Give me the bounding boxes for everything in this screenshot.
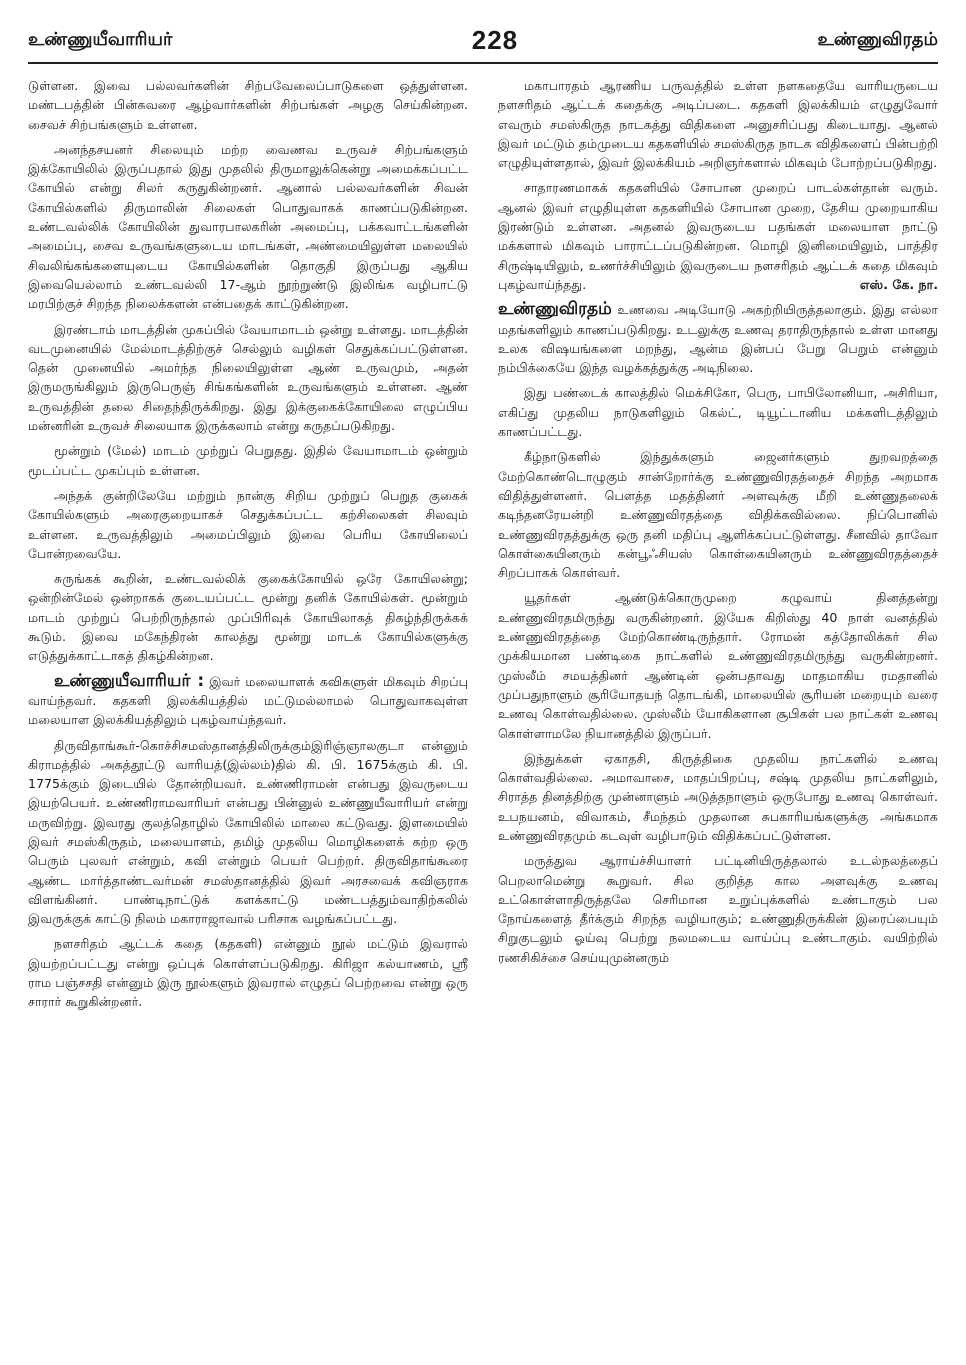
paragraph-with-signature — [498, 178, 938, 294]
left-column — [28, 76, 468, 1351]
two-column-body — [28, 76, 938, 1351]
paragraph: மருத்துவ ஆராய்ச்சியாளர் பட்டினியிருத்தலால் உடல்நலத்தைப் பெறலாமென்று கூறுவர். சில குறித்த கால அளவுக்கு உணவு உட்கொள்ளாதிருத்தலே செரிமான உறுப்புக்களில் உண்டாகும் பல நோய்களைத் தீர்க்கும் சிறந்த வழியாகும்; உண்ணுதிருக்கின் இரைப்பையும் சிறுகுடலும் ஓய்வு பெற்று நலமடைய வாய்ப்பு உண்டாகும். வயிற்றில் ரணசிகிச்சை செய்யுமுன்னரும் — [498, 853, 938, 965]
paragraph: மூன்றும் (மேல்) மாடம் முற்றுப் பெறுதது. இதில் வேயாமாடம் ஒன்றும் மூடப்பட்ட முகப்பும் உள்ளன. — [28, 443, 468, 478]
page-header — [28, 22, 938, 58]
entry-title: உண்ணுயீவாரியர் : — [54, 670, 205, 691]
paragraph-text: சாதாரணமாகக் கதகளியில் சோபான முறைப் பாடல்கள்தான் வரும். ஆனல் இவர் எழுதியுள்ள கதகளியில் சோபான முறை, தேசிய முறையாகிய இரண்டும் உள்ளன. அதனல் இவருடைய பதங்கள் மலையாள நாட்டு மக்களால் மிகவும் பாராட்டப்படுகின்றன. மொழி இனிமையிலும், பாத்திர சிருஷ்டியிலும், உணர்ச்சியிலும் இவருடைய நளசரிதம் ஆட்டக் கதை மிகவும் புகழ்வாய்ந்தது. — [498, 180, 938, 292]
entry-text: உணவை அடியோடு அகற்றியிருத்தலாகும். இது எல்லா மதங்களிலும் காணப்படுகிறது. உடலுக்கு உணவு தராதிருந்தால் உள்ள மானது உலக விஷயங்களை மறந்து, ஆன்ம இன்பப் பேறு பெறும் என்னும் நம்பிக்கையே இந்த வழக்கத்துக்கு அடிநிலை. — [498, 302, 938, 376]
paragraph: இது பண்டைக் காலத்தில் மெக்சிகோ, பெரு, பாபிலோனியா, அசிரியா, எகிப்து முதலிய நாடுகளிலும் கெல்ட், டியூட்டானிய மக்களிடத்திலும் காணப்பட்டது. — [498, 385, 938, 440]
paragraph: டுள்ளன. இவை பல்லவர்களின் சிற்பவேலைப்பாடுகளை ஒத்துள்ளன. மண்டபத்தின் பின்சுவரை ஆழ்வார்களின் சிற்பங்கள் அழகு செய்கின்றன. சைவச் சிற்பங்களும் உள்ளன. — [28, 78, 468, 132]
running-head-right: உண்ணுவிரதம் — [817, 28, 938, 50]
entry-paragraph — [28, 672, 468, 730]
running-head-left: உண்ணுயீவாரியர் — [28, 28, 173, 50]
paragraph: அனந்தசயனர் சிலையும் மற்ற வைணவ உருவச் சிற்பங்களும் இக்கோயிலில் இருப்பதால் இது முதலில் திருமாலுக்கென்று அமைக்கப்பட்ட கோயில் என்று சிலர் கருதுகின்றனர். ஆனால் பல்லவர்களின் சிவன் கோயில்களில் திருமாலின் சிலைகள் பொதுவாகக் காணப்படுகின்றன. உண்டவல்லிக் கோயிலின் துவாரபாலகரின் அமைப்பு, பக்கவாட்டங்களின் அமைப்பு, சைவ உருவங்களுடைய மாடங்கள், அண்மையிலுள்ள மலையில் சிவலிங்கங்களையுடைய கோயில்களின் தொகுதி இருப்பது ஆகிய இவையெல்லாம் உண்டவல்லி 17-ஆம் நூற்றுண்டு இலிங்க வழிபாட்டு மரபிற்குச் சிறந்த நிலைக்களன் என்பதைக் காட்டுகின்றன. — [28, 141, 468, 312]
header-rule — [28, 62, 938, 64]
paragraph: சுருங்கக் கூறின், உண்டவல்லிக் குகைக்கோயில் ஒரே கோயிலன்று; ஒன்றின்மேல் ஒன்றாகக் குடையப்பட்ட மூன்று தனிக் கோயில்கள். மூன்றும் மாடம் முற்றுப் பெற்றிருந்தால் முப்பிரிவுக் கோயிலாகத் திகழ்ந்திருக்கக் கூடும். இவை மகேந்திரன் காலத்து மூன்று மாடக் கோயில்களுக்கு எடுத்துக்காட்டாகத் திகழ்கின்றன. — [28, 571, 468, 664]
author-signature: எஸ். கே. நா. — [859, 276, 938, 292]
paragraph: யூதர்கள் ஆண்டுக்கொருமுறை கழுவாய் தினத்தன்று உண்ணுவிரதமிருந்து வருகின்றனர். இயேசு கிறிஸ்து 40 நாள் வனத்தில் உண்ணுவிரதத்தை மேற்கொண்டிருந்தார். ரோமன் கத்தோலிக்கர் சில முக்கியமான பண்டிகை நாட்களில் உண்ணுவிரதமிருந்து வருகின்றனர். முஸ்லீம் சமயத்தினர் ஆண்டின் ஒன்பதாவது மாதமாகிய ரமதானில் முப்பதுநாளும் சூரியோதயந் தொடங்கி, மாலையில் சூரியன் மறையும் வரை உணவு கொள்வதில்லை. முஸ்லீம் யோகிகளான சூபிகள் பல நாட்கள் உணவு கொள்ளாமலே நியானத்தில் இருப்பர். — [498, 590, 938, 741]
entry-title: உண்ணுவிரதம் — [498, 299, 612, 320]
paragraph: இரண்டாம் மாடத்தின் முகப்பில் வேயாமாடம் ஒன்று உள்ளது. மாடத்தின் வடமுனையில் மேல்மாடத்திற்குச் செல்லும் வழிகள் செதுக்கப்பட்டுள்ளன. தென் முனையில் அமர்ந்த நிலையிலுள்ள ஆண் உருவமும், அதன் இருமருங்கிலும் இருபெருஞ் சிங்கங்களின் உருவங்களும் உள்ளன. ஆண் உருவத்தின் தலை சிதைந்திருக்கிறது. இது இக்குகைக்கோயிலை எழுப்பிய மன்னரின் உருவச் சிலையாக இருக்கலாம் என்று கருதப்படுகிறது. — [28, 321, 468, 434]
right-column — [498, 76, 938, 1351]
paragraph: இந்துக்கள் ஏகாதசி, கிருத்திகை முதலிய நாட்களில் உணவு கொள்வதில்லை. அமாவாசை, மாதப்பிறப்பு, சஷ்டி முதலிய நாட்களிலும், சிராத்த தினத்திற்கு முன்னாளும் அடுத்தநாளும் ஒருபோது உணவு கொள்வர். உபநயனம், விவாகம், சீமந்தம் முதலான சுபகாரியங்களுக்கு அங்கமாக உண்ணுவிரதமும் கடவுள் வழிபாடும் விதிக்கப்பட்டுள்ளன. — [498, 750, 938, 843]
entry-text: இவர் மலையாளக் கவிகளுள் மிகவும் சிறப்பு வாய்ந்தவர். கதகளி இலக்கியத்தில் மட்டுமல்லாமல் பொதுவாகவுள்ள மலையாள இலக்கியத்திலும் புகழ்வாய்ந்தவர். — [28, 673, 468, 728]
paragraph: அந்தக் குன்றிலேயே மற்றும் நான்கு சிறிய முற்றுப் பெறுத குகைக் கோயில்களும் அரைகுறையாகச் செதுக்கப்பட்ட கற்சிலைகள் சிலவும் உள்ளன. உருவத்திலும் அமைப்பிலும் இவை பெரிய கோயிலைப் போன்றவையே. — [28, 487, 468, 561]
paragraph: மகாபாரதம் ஆரணிய பருவத்தில் உள்ள நளகதையே வாரியருடைய நளசரிதம் ஆட்டக் கதைக்கு அடிப்படை. கதகளி இலக்கியம் எழுதுவோர் எவரும் சமஸ்கிருத நாடகத்து விதிகளை அனுசரிப்பது கிடையாது. ஆனல் இவர் மட்டும் தம்முடைய கதகளியில் சமஸ்கிருத நாடக விதிகளைப் பின்பற்றி எழுதியுள்ளதால், இவர் இலக்கியம் அறிஞர்களால் மிகவும் போற்றப்படுகிறது. — [498, 78, 938, 171]
entry-paragraph — [498, 300, 938, 377]
page-number: 228 — [471, 24, 519, 55]
paragraph: நளசரிதம் ஆட்டக் கதை (கதகளி) என்னும் நூல் மட்டும் இவரால் இயற்றப்பட்டது என்று ஒப்புக் கொள்ளப்படுகிறது. கிரிஜா கல்யாணம், ஸ்ரீ ராம பஞ்சசதி என்னும் இரு நூல்களும் இவரால் எழுதப் பெற்றவை என்று ஒரு சாரார் கூறுகின்றனர். — [28, 936, 468, 1010]
paragraph: கீழ்நாடுகளில் இந்துக்களும் ஜைனர்களும் துறவறத்தை மேற்கொண்டொழுகும் சான்றோர்க்கு உண்ணுவிரதத்தைச் சிறந்த அறமாக விதித்துள்ளனர். பௌத்த மதத்தினர் அளவுக்கு மீறி உண்ணுதலைக் கடிந்தனரேயன்றி உண்ணுவிரதத்தை விதிக்கவில்லை. நிப்பொனில் உண்ணுவிரதத்துக்கு ஒரு தனி மதிப்பு ஆளிக்கப்பட்டுள்ளது. சீனவில் தாவோ கொள்கையினரும் கன்பூஃசியஸ் கொள்கையினரும் உண்ணுவிரதத்தைச் சிறப்பாகக் கொள்வர். — [498, 449, 938, 581]
paragraph: திருவிதாங்கூர்-கொச்சிசமஸ்தானத்திலிருக்கும்இரிஞ்ஞாலகுடா என்னும் கிராமத்தில் அகத்தூட்டு வாரியத்(இல்லம்)தில் கி. பி. 1675க்கும் கி. பி. 1775க்கும் இடையில் தோன்றியவர். உண்ணிராமன் என்பது இவருடைய இயற்பெயர். உண்ணிராமவாரியர் என்பது பின்னுல் உண்ணுயீவாரியர் என்று மருவிற்று. இவரது குலத்தொழில் கோயிலில் மாலை கட்டுவது. இளமையில் இவர் சமஸ்கிருதம், மலையாளம், தமிழ் முதலிய மொழிகளைக் கற்ற ஒரு பெரும் புலவர் என்றும், கவி என்றும் பெயர் பெற்றர். திருவிதாங்கூரை ஆண்ட மார்த்தாண்டவர்மன் சமஸ்தானத்தில் இவர் அரசவைக் கவிஞராக விளங்கினர். பாண்டிநாட்டுக் களக்காட்டு மண்டபத்தும்வாதிற்கலில் இவருக்குக் காட்டு நிலம் மகாராஜாவால் பரிசாக வழங்கப்பட்டது. — [28, 737, 468, 927]
